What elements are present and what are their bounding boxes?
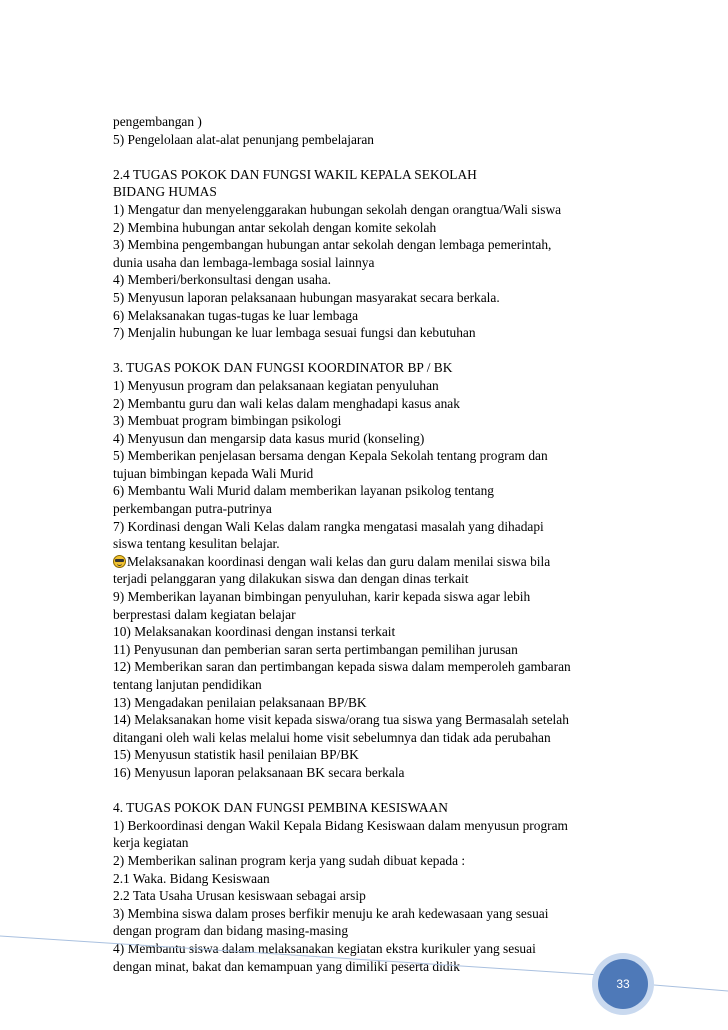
text-line: 3) Membuat program bimbingan psikologi (113, 413, 342, 429)
text-line: 1) Mengatur dan menyelenggarakan hubungan sekolah dengan orangtua/Wali siswa (113, 201, 562, 217)
text-line: 2) Memberikan salinan program kerja yang sudah dibuat kepada : (113, 852, 466, 868)
section-heading: BIDANG HUMAS (113, 184, 217, 200)
text-line: 6) Membantu Wali Murid dalam memberikan layanan psikolog tentang (113, 483, 494, 499)
text-line: 10) Melaksanakan koordinasi dengan instansi terkait (113, 624, 396, 640)
text-line: 16) Menyusun laporan pelaksanaan BK secara berkala (113, 764, 405, 780)
text-line: 2.1 Waka. Bidang Kesiswaan (113, 870, 270, 886)
text-line-with-emoji (113, 553, 633, 571)
text-line: tujuan bimbingan kepada Wali Murid (113, 465, 314, 481)
text-line: 15) Menyusun statistik hasil penilaian BP/BK (113, 747, 359, 763)
text-line: berprestasi dalam kegiatan belajar (113, 606, 296, 622)
text-line: 11) Penyusunan dan pemberian saran serta pertimbangan pemilihan jurusan (113, 641, 518, 657)
text-line: 12) Memberikan saran dan pertimbangan kepada siswa dalam memperoleh gambaran (113, 659, 571, 675)
text-line: 2.2 Tata Usaha Urusan kesiswaan sebagai arsip (113, 888, 366, 904)
text-line: terjadi pelanggaran yang dilakukan siswa dan dengan dinas terkait (113, 571, 469, 587)
text-line: 2) Membina hubungan antar sekolah dengan komite sekolah (113, 219, 437, 235)
text-line: 4) Menyusun dan mengarsip data kasus murid (konseling) (113, 430, 425, 446)
text-line: siswa tentang kesulitan belajar. (113, 536, 280, 552)
text-line: 7) Menjalin hubungan ke luar lembaga sesuai fungsi dan kebutuhan (113, 325, 476, 341)
paragraph-gap (113, 342, 633, 360)
text-line: kerja kegiatan (113, 835, 189, 851)
text-line: 9) Memberikan layanan bimbingan penyuluhan, karir kepada siswa agar lebih (113, 589, 531, 605)
text-line: tentang lanjutan pendidikan (113, 677, 262, 692)
section-heading: 4. TUGAS POKOK DAN FUNGSI PEMBINA KESISWAAN (113, 800, 448, 816)
text-line: 6) Melaksanakan tugas-tugas ke luar lembaga (113, 307, 359, 323)
text-line: 2) Membantu guru dan wali kelas dalam menghadapi kasus anak (113, 395, 460, 411)
section-heading: 2.4 TUGAS POKOK DAN FUNGSI WAKIL KEPALA SEKOLAH (113, 166, 477, 182)
text-line: 5) Pengelolaan alat-alat penunjang pembelajaran (113, 131, 374, 147)
text-line: 4) Membantu siswa dalam melaksanakan kegiatan ekstra kurikuler yang sesuai (113, 940, 536, 956)
sunglasses-emoji-icon (113, 555, 126, 568)
text-line: 3) Membina siswa dalam proses berfikir menuju ke arah kedewasaan yang sesuai (113, 905, 549, 921)
text-line: 5) Memberikan penjelasan bersama dengan Kepala Sekolah tentang program dan (113, 448, 548, 464)
page-number-badge (592, 953, 654, 1015)
text-line: 5) Menyusun laporan pelaksanaan hubungan masyarakat secara berkala. (113, 289, 500, 305)
text-line: 1) Berkoordinasi dengan Wakil Kepala Bidang Kesiswaan dalam menyusun program (113, 817, 568, 833)
text-line: dunia usaha dan lembaga-lembaga sosial lainnya (113, 254, 375, 270)
text-line: pengembangan ) (113, 114, 202, 129)
page-number: 33 (598, 959, 648, 1009)
text-line: Melaksanakan koordinasi dengan wali kelas dan guru dalam menilai siswa bila (127, 553, 551, 569)
paragraph-gap (113, 148, 633, 166)
text-line: dengan program dan bidang masing-masing (113, 923, 349, 939)
text-line: 4) Memberi/berkonsultasi dengan usaha. (113, 272, 331, 288)
text-line: 3) Membina pengembangan hubungan antar sekolah dengan lembaga pemerintah, (113, 237, 552, 253)
page-body-text (113, 113, 633, 975)
text-line: dengan minat, bakat dan kemampuan yang dimiliki peserta didik (113, 958, 460, 974)
section-heading: 3. TUGAS POKOK DAN FUNGSI KOORDINATOR BP / BK (113, 360, 453, 376)
paragraph-gap (113, 782, 633, 800)
text-line: 14) Melaksanakan home visit kepada siswa/orang tua siswa yang Bermasalah setelah (113, 712, 569, 728)
text-line: 13) Mengadakan penilaian pelaksanaan BP/BK (113, 694, 367, 710)
text-line: ditangani oleh wali kelas melalui home visit sebelumnya dan tidak ada perubahan (113, 729, 551, 745)
text-line: 1) Menyusun program dan pelaksanaan kegiatan penyuluhan (113, 377, 439, 393)
text-line: 7) Kordinasi dengan Wali Kelas dalam rangka mengatasi masalah yang dihadapi (113, 518, 544, 534)
text-line: perkembangan putra-putrinya (113, 501, 272, 517)
